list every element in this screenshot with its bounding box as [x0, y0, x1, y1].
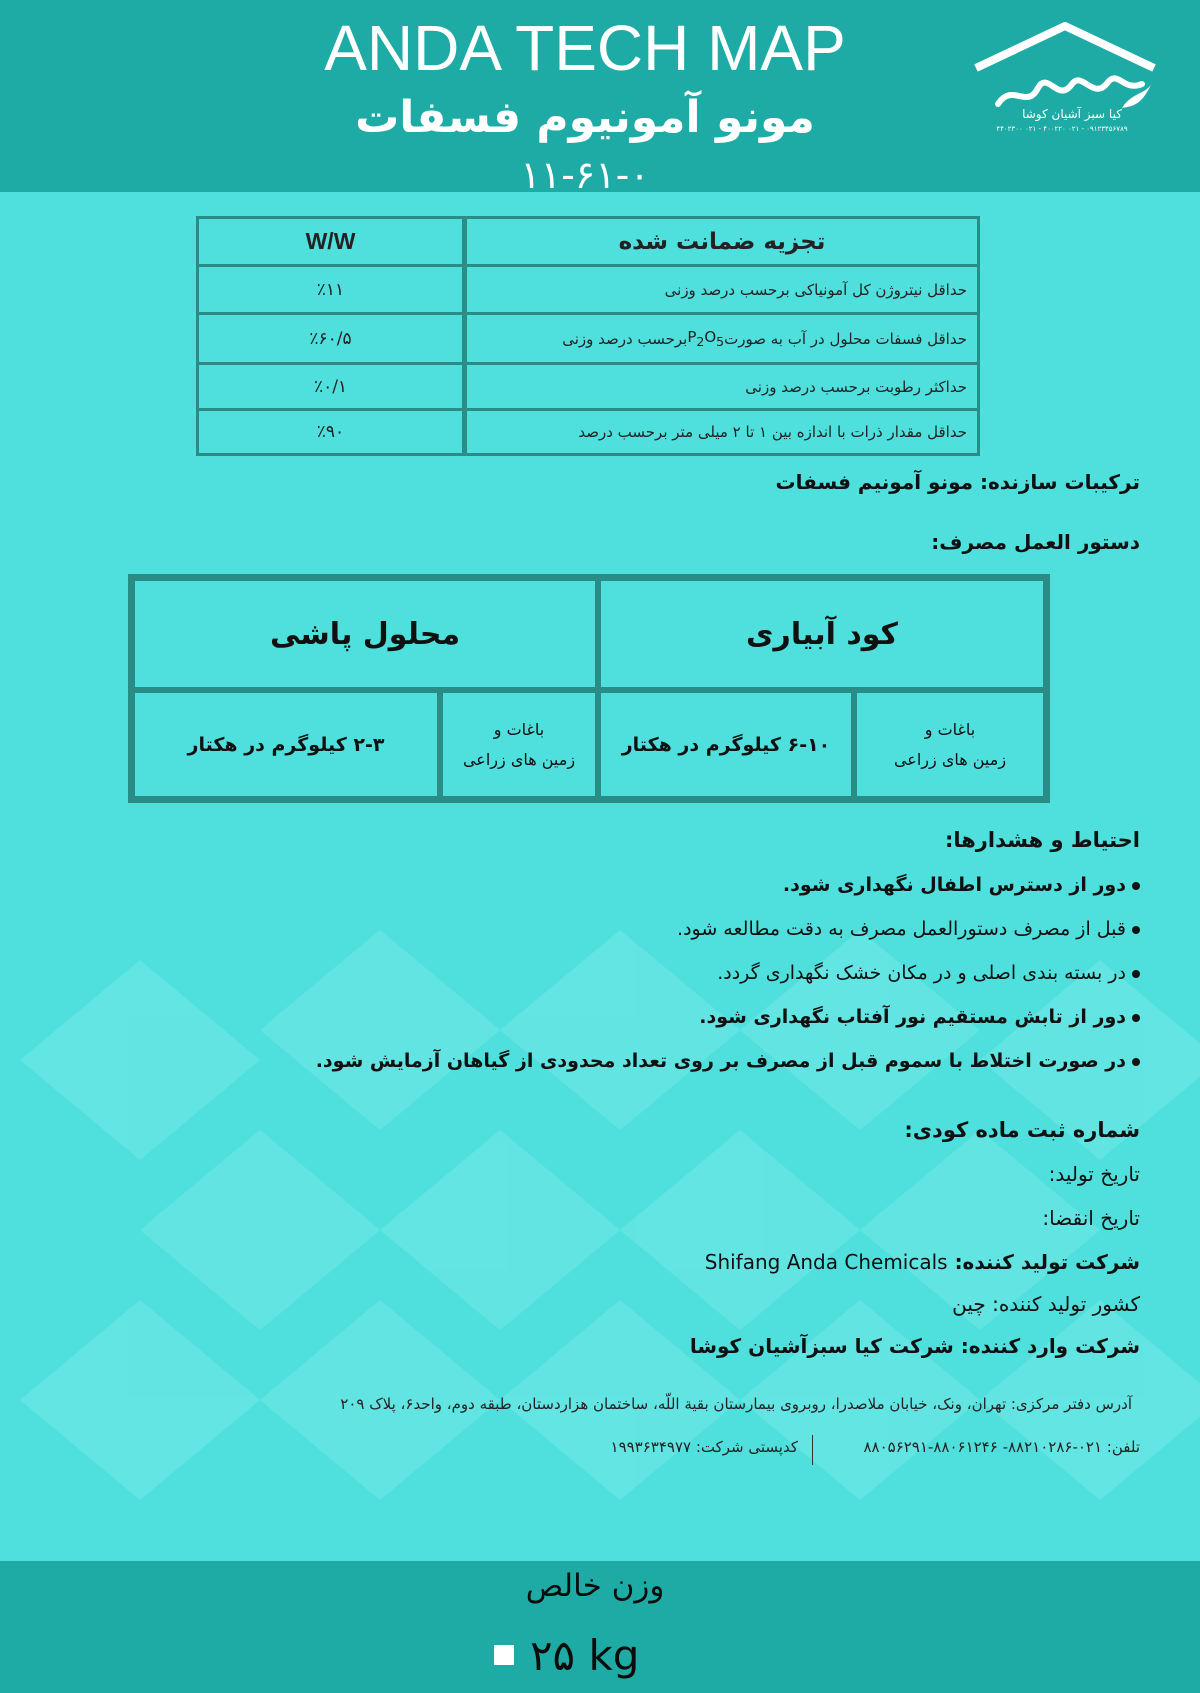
- bullet-icon: [1132, 1058, 1140, 1066]
- importer: شرکت وارد کننده: شرکت کیا سبزآشیان کوشا: [689, 1334, 1140, 1358]
- row-desc: حداقل نیتروژن کل آمونیاکی برحسب درصد وزنی: [462, 267, 977, 312]
- office-address: آدرس دفتر مرکزی: تهران، ونک، خیابان ملاصدرا، روبروی بیمارستان بقیة اللّه، ساختمان هزاردستان، طبقه دوم، واحد۶، پلاک ۲۰۹: [340, 1395, 1132, 1413]
- country-of-origin: کشور تولید کننده: چین: [952, 1292, 1140, 1316]
- warning-item: دور از دسترس اطفال نگهداری شود.: [783, 874, 1140, 896]
- warning-item: در صورت اختلاط با سموم قبل از مصرف بر روی تعداد محدودی از گیاهان آزمایش شود.: [316, 1050, 1140, 1072]
- row-desc: حداقل مقدار ذرات با اندازه بین ۱ تا ۲ میلی متر برحسب درصد: [462, 411, 977, 453]
- manufacturer-label: شرکت تولید کننده:: [954, 1250, 1140, 1274]
- crop-line: باغات و: [924, 719, 976, 739]
- bullet-icon: [1132, 1014, 1140, 1022]
- foliar-rate-cell: ۲-۳ کیلوگرم در هکتار: [132, 690, 440, 799]
- foliar-header: محلول پاشی: [132, 578, 598, 690]
- table-row: [199, 365, 977, 411]
- guaranteed-analysis-table: [196, 216, 980, 456]
- production-date: تاریخ تولید:: [1048, 1162, 1140, 1186]
- ingredients-line: ترکیبات سازنده: مونو آمونیم فسفات: [775, 470, 1140, 494]
- crop-line: زمین های زراعی: [893, 749, 1007, 769]
- row-value: ٪۱۱: [316, 279, 345, 300]
- row-desc-prefix: حداقل فسفات محلول در آب به صورت: [724, 329, 967, 348]
- table-header-value: W/W: [305, 228, 356, 254]
- row-desc: حداکثر رطوبت برحسب درصد وزنی: [462, 365, 977, 408]
- logo-name: کیا سبز آشیان کوشا: [1022, 107, 1122, 121]
- postal-code: کدپستی شرکت: ۱۹۹۳۶۳۴۹۷۷: [610, 1438, 798, 1456]
- manufacturer-name: Shifang Anda Chemicals: [704, 1250, 948, 1274]
- fertigation-header: کود آبیاری: [598, 578, 1046, 690]
- warning-item: قبل از مصرف دستورالعمل مصرف به دقت مطالعه شود.: [677, 918, 1140, 940]
- row-value: ٪۹۰: [316, 422, 345, 442]
- table-row: [199, 315, 977, 365]
- row-value: ٪۶۰/۵: [309, 328, 352, 349]
- table-header-desc: تجزیه ضمانت شده: [462, 219, 977, 264]
- row-value: ٪۰/۱: [313, 376, 348, 397]
- phone-numbers: تلفن: ۰۲۱-۸۸۲۱۰۲۸۶- ۸۸۰۶۱۲۴۶-۸۸۰۵۶۲۹۱: [863, 1438, 1140, 1456]
- bullet-icon: [1132, 970, 1140, 978]
- warnings-title: احتیاط و هشدارها:: [944, 828, 1140, 852]
- fertigation-crop-cell: [854, 690, 1046, 799]
- row-desc-suffix: برحسب درصد وزنی: [562, 329, 688, 348]
- brand-title: ANDA TECH MAP: [324, 12, 846, 84]
- net-weight: [494, 1627, 639, 1683]
- registration-number: شماره ثبت ماده کودی:: [904, 1118, 1140, 1142]
- manufacturer: [705, 1250, 1140, 1274]
- row-desc: [462, 315, 977, 362]
- foliar-crop-cell: [440, 690, 598, 799]
- product-formula: ۱۱-۶۱-۰: [520, 153, 650, 192]
- fertigation-rate-cell: ۶-۱۰ کیلوگرم در هکتار: [598, 690, 854, 799]
- net-weight-value: ۲۵ kg: [530, 1630, 640, 1680]
- product-title: مونو آمونیوم فسفات: [355, 92, 815, 143]
- bullet-icon: [1132, 926, 1140, 934]
- bullet-icon: [1132, 882, 1140, 890]
- usage-title: دستور العمل مصرف:: [931, 530, 1140, 554]
- warning-item: در بسته بندی اصلی و در مکان خشک نگهداری گردد.: [717, 962, 1140, 984]
- table-row: [199, 411, 977, 453]
- contact-divider: [812, 1435, 813, 1465]
- expiry-date: تاریخ انقضا:: [1042, 1206, 1140, 1230]
- crop-line: باغات و: [493, 719, 545, 739]
- usage-table: [128, 574, 1050, 803]
- warning-item: دور از تابش مستقیم نور آفتاب نگهداری شود.: [699, 1006, 1140, 1028]
- table-header-row: [199, 219, 977, 267]
- net-weight-label: وزن خالص: [525, 1568, 665, 1604]
- checkbox-icon[interactable]: [494, 1645, 514, 1665]
- logo-subtext: ۴۴۰۲۳۰۰ ۰۲۱ - ۴۰۰۲۲۰ ۰۲۱ - ۰۹۱۲۳۴۵۶۷۸۹: [996, 125, 1128, 133]
- chemical-formula: $P_2O_5$: [687, 328, 725, 349]
- crop-line: زمین های زراعی: [462, 749, 576, 769]
- table-row: [199, 267, 977, 315]
- company-logo: [972, 22, 1158, 147]
